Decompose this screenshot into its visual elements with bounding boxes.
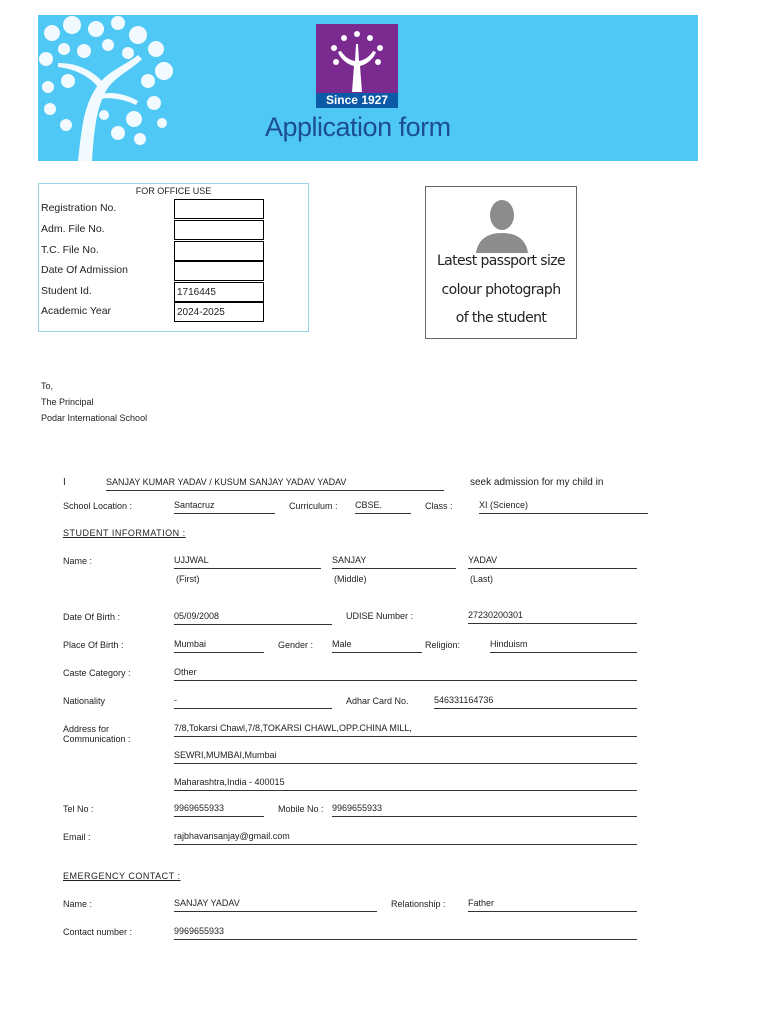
date-of-admission-label: Date Of Admission	[41, 264, 128, 276]
intro-suffix: seek admission for my child in	[470, 477, 604, 488]
adm-file-no-field[interactable]	[174, 220, 264, 240]
student-id-field[interactable]: 1716445	[174, 282, 264, 302]
nationality-field[interactable]: -	[174, 695, 332, 709]
dob-label: Date Of Birth :	[63, 612, 121, 622]
gender-label: Gender :	[278, 640, 314, 650]
last-name-field[interactable]: YADAV	[468, 555, 637, 569]
tel-field[interactable]: 9969655933	[174, 803, 264, 817]
school-location-label: School Location :	[63, 501, 133, 511]
emergency-name-label: Name :	[63, 899, 93, 909]
class-field[interactable]: XI (Science)	[479, 500, 648, 514]
tree-illustration-icon	[38, 15, 178, 161]
caste-label: Caste Category :	[63, 668, 131, 678]
registration-no-label: Registration No.	[41, 202, 117, 214]
religion-field[interactable]: Hinduism	[490, 639, 637, 653]
office-use-title: FOR OFFICE USE	[135, 186, 212, 196]
student-id-label: Student Id.	[41, 285, 92, 297]
contact-number-label: Contact number :	[63, 927, 133, 937]
relationship-field[interactable]: Father	[468, 898, 637, 912]
emergency-name-field[interactable]: SANJAY YADAV	[174, 898, 377, 912]
parents-name-field[interactable]: SANJAY KUMAR YADAV / KUSUM SANJAY YADAV YADAV	[106, 477, 444, 491]
tc-file-no-field[interactable]	[174, 241, 264, 261]
address-line2-field[interactable]: SEWRI,MUMBAI,Mumbai	[174, 750, 637, 764]
emergency-contact-heading: EMERGENCY CONTACT :	[63, 871, 181, 881]
curriculum-label: Curriculum :	[289, 501, 338, 511]
pob-field[interactable]: Mumbai	[174, 639, 264, 653]
to-line: To,	[41, 381, 54, 391]
class-label: Class :	[425, 501, 453, 511]
date-of-admission-field[interactable]	[174, 261, 264, 281]
mobile-label: Mobile No :	[278, 804, 324, 814]
relationship-label: Relationship :	[391, 899, 446, 909]
name-label: Name :	[63, 556, 93, 566]
school-location-field[interactable]: Santacruz	[174, 500, 275, 514]
address-label-line2: Communication :	[63, 734, 131, 744]
photo-caption-line2: colour photograph	[441, 282, 561, 298]
pob-label: Place Of Birth :	[63, 640, 124, 650]
caste-field[interactable]: Other	[174, 667, 637, 681]
page-title: Application form	[265, 112, 451, 142]
email-label: Email :	[63, 832, 91, 842]
udise-label: UDISE Number :	[346, 611, 414, 621]
dob-field[interactable]: 05/09/2008	[174, 611, 332, 625]
nationality-label: Nationality	[63, 696, 106, 706]
adhar-label: Adhar Card No.	[346, 696, 409, 706]
gender-field[interactable]: Male	[332, 639, 422, 653]
email-field[interactable]: rajbhavansanjay@gmail.com	[174, 831, 637, 845]
contact-number-field[interactable]: 9969655933	[174, 926, 637, 940]
first-name-field[interactable]: UJJWAL	[174, 555, 321, 569]
adhar-field[interactable]: 546331164736	[434, 695, 637, 709]
middle-hint: (Middle)	[334, 574, 367, 584]
tc-file-no-label: T.C. File No.	[41, 244, 99, 256]
registration-no-field[interactable]	[174, 199, 264, 219]
last-hint: (Last)	[470, 574, 494, 584]
middle-name-field[interactable]: SANJAY	[332, 555, 456, 569]
student-info-heading: STUDENT INFORMATION :	[63, 528, 186, 538]
address-line3-field[interactable]: Maharashtra,India - 400015	[174, 777, 637, 791]
intro-prefix: I	[63, 477, 66, 488]
udise-field[interactable]: 27230200301	[468, 610, 637, 624]
tel-label: Tel No :	[63, 804, 94, 814]
adm-file-no-label: Adm. File No.	[41, 223, 105, 235]
religion-label: Religion:	[425, 640, 461, 650]
address-label-line1: Address for	[63, 724, 110, 734]
first-hint: (First)	[176, 574, 200, 584]
academic-year-field[interactable]: 2024-2025	[174, 302, 264, 322]
photo-caption-line1: Latest passport size	[436, 253, 566, 269]
logo-since-text: Since 1927	[316, 93, 398, 108]
principal-line: The Principal	[41, 397, 94, 407]
curriculum-field[interactable]: CBSE.	[355, 500, 411, 514]
mobile-field[interactable]: 9969655933	[332, 803, 637, 817]
tree-logo-icon	[316, 24, 398, 94]
school-name-line: Podar International School	[41, 413, 148, 423]
academic-year-label: Academic Year	[41, 305, 112, 317]
address-line1-field[interactable]: 7/8,Tokarsi Chawl,7/8,TOKARSI CHAWL,OPP.CHINA MILL,	[174, 723, 637, 737]
photo-caption-line3: of the student	[455, 310, 547, 326]
